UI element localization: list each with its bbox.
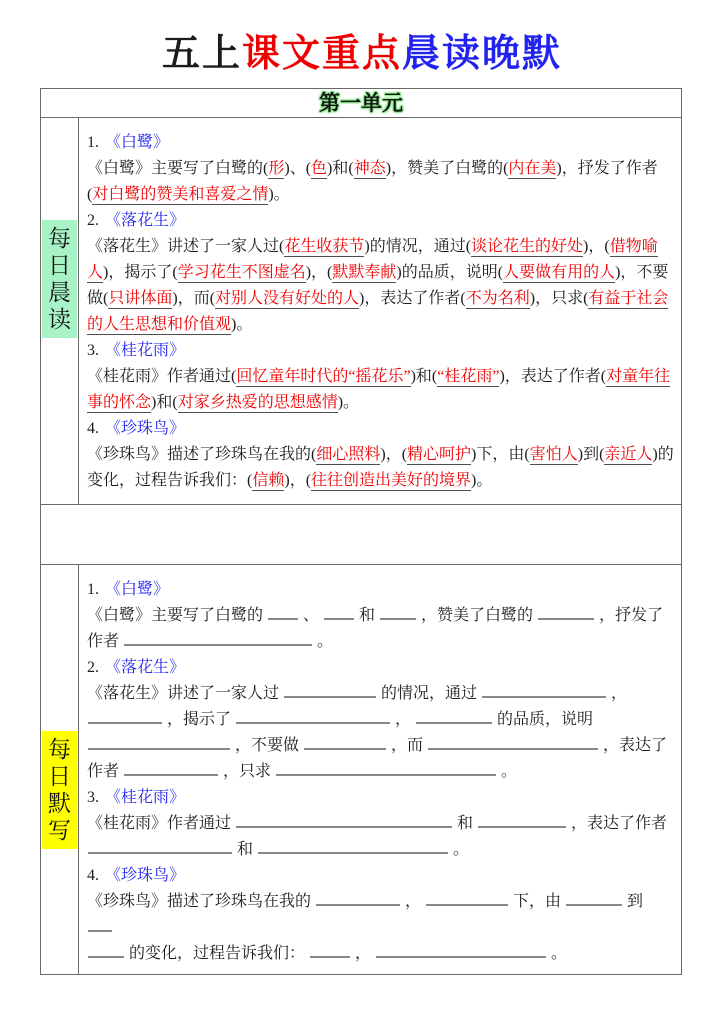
fill-in-blank <box>376 945 546 958</box>
lesson-number: 4. <box>87 420 99 437</box>
text-segment: 到 <box>623 893 644 910</box>
lesson-title: 《白鹭》 <box>105 134 170 151</box>
fill-in-blank <box>416 711 492 724</box>
text-segment: )的变化，过程告诉我们：( <box>87 446 674 489</box>
fill-in-blank <box>88 945 124 958</box>
lesson-title: 《白鹭》 <box>105 581 170 598</box>
lesson-number: 4. <box>87 867 99 884</box>
text-segment: )，( <box>583 238 610 255</box>
lesson-summary <box>87 889 676 967</box>
text-segment: )，不要做( <box>87 264 669 307</box>
lesson-title: 《珍珠鸟》 <box>105 867 186 884</box>
text-segment: ，不要做 <box>231 737 304 754</box>
lesson-heading <box>87 130 676 156</box>
answer-text: 不为名利 <box>465 290 530 307</box>
text-segment: ， <box>391 711 416 728</box>
lesson-heading <box>87 416 676 442</box>
answer-text: 害怕人 <box>529 446 578 463</box>
text-segment: )，而( <box>172 290 216 307</box>
answer-text: 谈论花生的好处 <box>471 238 584 255</box>
text-segment: 。 <box>547 945 568 962</box>
label-daily-dictation <box>42 731 77 849</box>
label-char: 写 <box>48 817 71 843</box>
text-segment: )和( <box>327 160 354 177</box>
lesson-heading <box>87 785 676 811</box>
fill-in-blank <box>478 815 566 828</box>
fill-in-blank <box>316 893 400 906</box>
title-grade: 五上 <box>161 33 242 75</box>
lesson-title: 《珍珠鸟》 <box>105 420 186 437</box>
lesson-number: 2. <box>87 659 99 676</box>
answer-text: “桂花雨” <box>437 368 500 385</box>
label-char: 每 <box>48 226 71 251</box>
text-segment: ，只求 <box>219 763 276 780</box>
lesson-summary <box>87 811 676 863</box>
answer-text: 回忆童年时代的“摇花乐” <box>236 368 411 385</box>
text-segment: )，( <box>305 264 333 281</box>
label-char: 读 <box>48 307 71 332</box>
answer-text: 对童年往事的怀念 <box>87 368 671 411</box>
text-segment: )到( <box>577 446 605 463</box>
lesson-number: 1. <box>87 581 99 598</box>
fill-in-blank <box>566 893 622 906</box>
text-segment: )。 <box>268 186 290 203</box>
text-segment: )的品质，说明( <box>396 264 504 281</box>
answer-text: 对白鹭的赞美和喜爱之情 <box>92 186 269 203</box>
fill-in-blank <box>258 841 448 854</box>
daily-dictation-row <box>41 565 681 974</box>
lesson-heading <box>87 338 676 364</box>
lesson-number: 3. <box>87 342 99 359</box>
text-segment: ，表达了作者 <box>567 815 668 832</box>
morning-reading-label-cell <box>41 118 79 504</box>
answer-text: 借物喻人 <box>87 238 658 281</box>
answer-text: 对家乡热爱的思想感情 <box>177 394 338 411</box>
lesson-heading <box>87 655 676 681</box>
answer-text: 花生收获节 <box>284 238 365 255</box>
lesson-summary <box>87 364 676 416</box>
answer-text: 精心呵护 <box>407 446 472 463</box>
lesson-summary <box>87 603 676 655</box>
text-segment: 、 <box>299 607 324 624</box>
lesson-number: 3. <box>87 789 99 806</box>
text-segment: ，而 <box>387 737 428 754</box>
fill-in-blank <box>88 737 230 750</box>
text-segment: 《落花生》讲述了一家人过 <box>87 685 284 702</box>
text-segment: 《白鹭》主要写了白鹭的( <box>87 160 269 177</box>
text-segment: 。 <box>313 633 334 650</box>
text-segment: 下，由 <box>509 893 566 910</box>
lesson-heading <box>87 577 676 603</box>
text-segment: 和 <box>453 815 478 832</box>
label-morning-reading <box>42 220 77 338</box>
lesson-heading <box>87 863 676 889</box>
morning-reading-content <box>79 118 681 504</box>
fill-in-blank <box>428 737 598 750</box>
text-segment: ， <box>351 945 376 962</box>
text-segment: )，表达了作者( <box>359 290 466 307</box>
fill-in-blank <box>310 945 350 958</box>
answer-text: 信赖 <box>252 472 285 489</box>
text-segment: 的变化，过程告诉我们： <box>125 945 310 962</box>
lesson-title: 《桂花雨》 <box>105 789 186 806</box>
text-segment: 的品质，说明 <box>493 711 594 728</box>
text-segment: 的情况，通过 <box>377 685 482 702</box>
text-segment: ，表达了作者 <box>87 737 668 780</box>
page-title <box>0 0 724 77</box>
fill-in-blank <box>236 711 390 724</box>
text-segment: 《白鹭》主要写了白鹭的 <box>87 607 268 624</box>
lesson-number: 2. <box>87 212 99 229</box>
title-focus: 课文重点 <box>241 33 402 75</box>
text-segment: 《珍珠鸟》描述了珍珠鸟在我的( <box>87 446 317 463</box>
answer-text: 学习花生不图虚名 <box>177 264 306 281</box>
lesson-title: 《落花生》 <box>105 659 186 676</box>
lesson-title: 《桂花雨》 <box>105 342 186 359</box>
lesson-summary <box>87 681 676 785</box>
lesson-title: 《落花生》 <box>105 212 186 229</box>
text-segment: 《桂花雨》作者通过( <box>87 368 237 385</box>
fill-in-blank <box>88 711 162 724</box>
answer-text: 形 <box>268 160 285 177</box>
morning-reading-row <box>41 118 681 504</box>
label-char: 每 <box>48 736 71 762</box>
answer-text: 细心照料 <box>316 446 381 463</box>
text-segment: )和( <box>410 368 438 385</box>
fill-in-blank <box>88 841 232 854</box>
title-routine: 晨读晚默 <box>402 33 563 75</box>
fill-in-blank <box>324 607 354 620</box>
text-segment: )，赞美了白鹭的( <box>385 160 509 177</box>
text-segment: )。 <box>337 394 360 411</box>
fill-in-blank <box>268 607 298 620</box>
text-segment: 《珍珠鸟》描述了珍珠鸟在我的 <box>87 893 316 910</box>
answer-text: 默默奉献 <box>332 264 397 281</box>
text-segment: 和 <box>233 841 258 858</box>
label-char: 日 <box>48 763 71 789</box>
fill-in-blank <box>538 607 594 620</box>
text-segment: )，( <box>380 446 408 463</box>
fill-in-blank <box>284 685 376 698</box>
text-segment: ， <box>401 893 426 910</box>
unit-table <box>40 88 682 975</box>
fill-in-blank <box>276 763 496 776</box>
text-segment: )下，由( <box>471 446 530 463</box>
text-segment: ， <box>607 685 628 702</box>
lesson-summary <box>87 442 676 494</box>
text-segment: ，抒发了作者 <box>87 607 664 650</box>
answer-text: 往往创造出美好的境界 <box>311 472 472 489</box>
fill-in-blank <box>304 737 386 750</box>
text-segment: ，赞美了白鹭的 <box>417 607 538 624</box>
text-segment: )的情况，通过( <box>364 238 472 255</box>
text-segment: 和 <box>355 607 380 624</box>
text-segment: )、( <box>284 160 312 177</box>
answer-text: 内在美 <box>508 160 557 177</box>
fill-in-blank <box>124 763 218 776</box>
unit-header: 第一单元 <box>41 89 681 118</box>
text-segment: 。 <box>449 841 470 858</box>
answer-text: 色 <box>311 160 328 177</box>
text-segment: )。 <box>231 316 253 333</box>
fill-in-blank <box>236 815 452 828</box>
text-segment: )。 <box>471 472 493 489</box>
fill-in-blank <box>88 919 112 932</box>
label-char: 日 <box>48 253 71 278</box>
fill-in-blank <box>380 607 416 620</box>
text-segment: 《桂花雨》作者通过 <box>87 815 236 832</box>
text-segment: )，抒发了作者( <box>87 160 658 203</box>
label-char: 默 <box>48 790 71 816</box>
lesson-heading <box>87 208 676 234</box>
text-segment: 《落花生》讲述了一家人过( <box>87 238 285 255</box>
fill-in-blank <box>124 633 312 646</box>
lesson-summary <box>87 234 676 338</box>
answer-text: 人要做有用的人 <box>503 264 616 281</box>
answer-text: 有益于社会的人生思想和价值观 <box>87 290 669 333</box>
daily-dictation-label-cell <box>41 565 79 974</box>
text-segment: )，表达了作者( <box>499 368 607 385</box>
text-segment: )和( <box>151 394 178 411</box>
fill-in-blank <box>426 893 508 906</box>
lesson-summary <box>87 156 676 208</box>
text-segment: 。 <box>497 763 518 780</box>
daily-dictation-content <box>79 565 681 974</box>
answer-text: 神态 <box>353 160 386 177</box>
text-segment: )，揭示了( <box>103 264 178 281</box>
fill-in-blank <box>482 685 606 698</box>
text-segment: ，揭示了 <box>163 711 236 728</box>
spacer-row <box>41 504 681 565</box>
lesson-number: 1. <box>87 134 99 151</box>
answer-text: 只讲体面 <box>108 290 173 307</box>
answer-text: 亲近人 <box>604 446 653 463</box>
label-char: 晨 <box>48 280 71 305</box>
text-segment: )，( <box>284 472 312 489</box>
text-segment: )，只求( <box>529 290 589 307</box>
answer-text: 对别人没有好处的人 <box>215 290 360 307</box>
